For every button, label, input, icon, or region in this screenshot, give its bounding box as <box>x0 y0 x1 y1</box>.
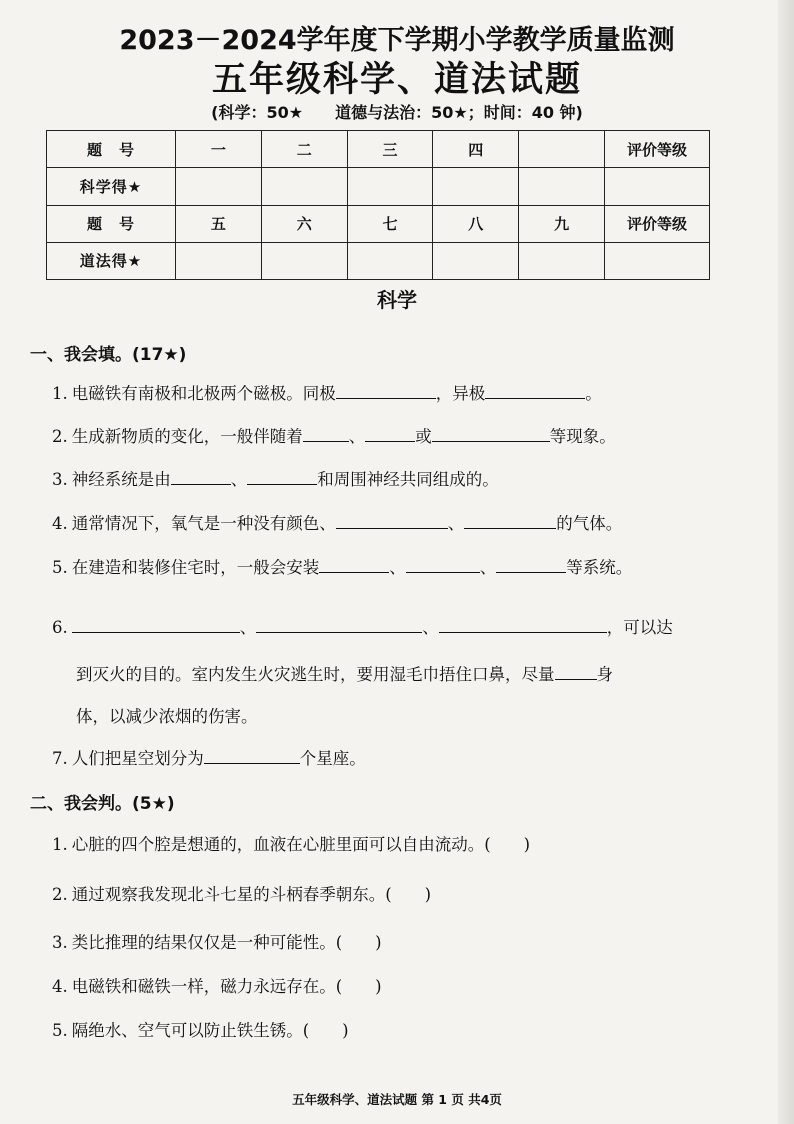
answer-blank[interactable] <box>303 424 349 442</box>
answer-blank[interactable] <box>72 615 240 633</box>
page-edge-shadow <box>778 0 794 1124</box>
part2-title: 二、我会判。(5★) <box>30 794 175 814</box>
score-cell <box>261 168 347 205</box>
score-row <box>47 168 710 205</box>
answer-blank[interactable] <box>365 424 415 442</box>
question-number: 2. <box>52 427 68 446</box>
question-number: 4. <box>52 977 68 996</box>
question-fill-5 <box>52 554 632 578</box>
row-label: 题 号 <box>47 205 176 242</box>
question-text: 。 <box>585 384 602 403</box>
score-cell <box>176 242 262 279</box>
question-number: 2. <box>52 885 68 904</box>
question-fill-7 <box>52 745 366 769</box>
grade-cell <box>605 168 710 205</box>
question-text: 个星座。 <box>299 749 366 768</box>
answer-blank[interactable] <box>485 381 585 399</box>
score-cell <box>347 168 433 205</box>
question-text: 、 <box>447 514 465 533</box>
question-fill-6-line2 <box>76 661 613 685</box>
answer-blank[interactable] <box>496 555 566 573</box>
question-text: 体，以减少浓烟的伤害。 <box>76 707 258 726</box>
score-cell <box>347 242 433 279</box>
part1-title: 一、我会填。(17★) <box>30 345 187 365</box>
question-judge-3[interactable] <box>52 929 382 953</box>
question-text: 心脏的四个腔是想通的，血液在心脏里面可以自由流动。( ) <box>71 835 531 854</box>
question-text: 人们把星空划分为 <box>71 749 204 768</box>
question-text: 到灭火的目的。室内发生火灾逃生时，要用湿毛巾捂住口鼻，尽量 <box>76 665 555 684</box>
section-title: 科学 <box>377 288 417 312</box>
question-judge-1[interactable] <box>52 831 530 855</box>
question-judge-5[interactable] <box>52 1017 349 1041</box>
question-number: 5. <box>52 558 68 577</box>
score-cell <box>519 242 605 279</box>
row-label: 题 号 <box>47 131 176 168</box>
question-fill-3 <box>52 466 499 490</box>
score-row <box>47 131 710 168</box>
score-cell: 六 <box>261 205 347 242</box>
answer-blank[interactable] <box>336 381 436 399</box>
exam-subtitle: (科学：50★ 道德与法治：50★；时间：40 钟) <box>211 103 583 122</box>
score-cell: 八 <box>433 205 519 242</box>
row-label: 科学得★ <box>47 168 176 205</box>
question-text: 通常情况下，氧气是一种没有颜色、 <box>71 514 336 533</box>
question-text: ，异极 <box>435 384 486 403</box>
row-label: 道法得★ <box>47 242 176 279</box>
score-cell: 二 <box>261 131 347 168</box>
question-text: 、 <box>239 618 257 637</box>
score-cell: 七 <box>347 205 433 242</box>
question-text: 、 <box>230 470 248 489</box>
question-text: 和周围神经共同组成的。 <box>317 470 499 489</box>
question-text: 生成新物质的变化，一般伴随着 <box>71 427 303 446</box>
grade-cell <box>605 242 710 279</box>
question-text: 神经系统是由 <box>71 470 171 489</box>
question-text: 身 <box>596 665 613 684</box>
score-cell: 三 <box>347 131 433 168</box>
question-judge-4[interactable] <box>52 973 382 997</box>
question-number: 1. <box>52 384 68 403</box>
question-text: 等现象。 <box>549 427 616 446</box>
question-text: 、 <box>389 558 406 577</box>
answer-blank[interactable] <box>247 467 317 485</box>
score-cell: 九 <box>519 205 605 242</box>
question-text: 在建造和装修住宅时，一般会安装 <box>71 558 320 577</box>
question-text: 电磁铁和磁铁一样，磁力永远存在。( ) <box>71 977 382 996</box>
question-fill-6-line3 <box>76 703 258 727</box>
score-cell: 一 <box>176 131 262 168</box>
score-cell <box>519 131 605 168</box>
question-fill-4 <box>52 510 622 534</box>
question-text: 或 <box>415 427 432 446</box>
grade-cell: 评价等级 <box>605 205 710 242</box>
answer-blank[interactable] <box>432 424 550 442</box>
score-cell: 五 <box>176 205 262 242</box>
score-cell <box>176 168 262 205</box>
score-cell <box>433 168 519 205</box>
question-number: 6. <box>52 618 68 637</box>
score-row <box>47 205 710 242</box>
question-text: 、 <box>479 558 497 577</box>
answer-blank[interactable] <box>336 511 448 529</box>
question-number: 4. <box>52 514 68 533</box>
exam-title-line2: 五年级科学、道法试题 <box>211 60 582 100</box>
score-table <box>46 130 710 280</box>
answer-blank[interactable] <box>406 555 480 573</box>
score-cell <box>261 242 347 279</box>
question-number: 5. <box>52 1021 68 1040</box>
question-text: 电磁铁有南极和北极两个磁极。同极 <box>71 384 336 403</box>
answer-blank[interactable] <box>204 746 300 764</box>
grade-cell: 评价等级 <box>605 131 710 168</box>
score-row <box>47 242 710 279</box>
score-cell <box>433 242 519 279</box>
exam-title-line1: 2023－2024学年度下学期小学教学质量监测 <box>119 25 675 56</box>
question-text: 类比推理的结果仅仅是一种可能性。( ) <box>71 933 382 952</box>
question-text: 、 <box>422 618 439 637</box>
question-text: 的气体。 <box>556 514 623 533</box>
page-footer: 五年级科学、道法试题 第 1 页 共4页 <box>292 1092 502 1107</box>
answer-blank[interactable] <box>319 555 389 573</box>
question-text: 等系统。 <box>566 558 633 577</box>
question-text: ，可以达 <box>606 618 673 637</box>
question-text: 隔绝水、空气可以防止铁生锈。( ) <box>71 1021 349 1040</box>
question-number: 7. <box>52 749 68 768</box>
answer-blank[interactable] <box>256 615 422 633</box>
answer-blank[interactable] <box>464 511 556 529</box>
question-fill-6 <box>52 614 673 638</box>
score-cell <box>519 168 605 205</box>
question-number: 3. <box>52 933 68 952</box>
question-number: 1. <box>52 835 68 854</box>
question-fill-2 <box>52 423 616 447</box>
answer-blank[interactable] <box>171 467 231 485</box>
question-number: 3. <box>52 470 68 489</box>
score-cell: 四 <box>433 131 519 168</box>
question-text: 通过观察我发现北斗七星的斗柄春季朝东。( ) <box>71 885 432 904</box>
question-judge-2[interactable] <box>52 881 431 905</box>
answer-blank[interactable] <box>439 615 607 633</box>
answer-blank[interactable] <box>555 662 597 680</box>
question-text: 、 <box>348 427 366 446</box>
question-fill-1 <box>52 380 602 404</box>
